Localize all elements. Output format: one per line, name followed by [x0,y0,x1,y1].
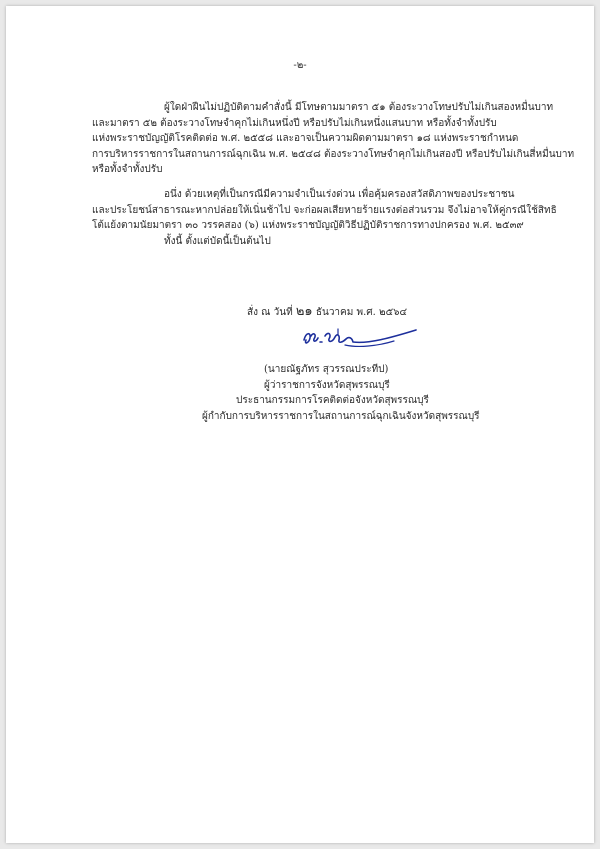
signer-name: (นายณัฐภัทร สุวรรณประทีป) [264,364,389,375]
body-line: อนึ่ง ด้วยเหตุที่เป็นกรณีมีความจำเป็นเร่งด่วน เพื่อคุ้มครองสวัสดิภาพของประชาชน [164,188,515,200]
date-rest: ธันวาคม พ.ศ. ๒๕๖๔ [315,307,408,318]
date-prefix: สั่ง ณ วันที่ [247,307,293,318]
page-number: -๒- [293,60,307,71]
order-date [247,300,407,321]
signer-position: ประธานกรรมการโรคติดต่อจังหวัดสุพรรณบุรี [236,395,429,407]
body-line: แห่งพระราชบัญญัติโรคติดต่อ พ.ศ. ๒๕๕๘ และอาจเป็นความผิดตามมาตรา ๑๘ แห่งพระราชกำหนด [92,133,519,145]
body-line: ผู้ใดฝ่าฝืนไม่ปฏิบัติตามคำสั่งนี้ มีโทษตามมาตรา ๕๑ ต้องระวางโทษปรับไม่เกินสองหมื่นบาท [164,102,554,113]
body-line: หรือทั้งจำทั้งปรับ [92,164,163,176]
body-line: และประโยชน์สาธารณะหากปล่อยให้เนิ่นช้าไป จะก่อผลเสียหายร้ายแรงต่อส่วนรวม จึงไม่อาจให้คู่กรณีใช้สิทธิ [92,204,557,216]
body-line: การบริหารราชการในสถานการณ์ฉุกเฉิน พ.ศ. ๒๕๔๘ ต้องระวางโทษจำคุกไม่เกินสองปี หรือปรับไม่เกินสี่หมื่นบาท [92,148,575,160]
body-line: ทั้งนี้ ตั้งแต่บัดนี้เป็นต้นไป [164,235,271,247]
signer-position: ผู้ว่าราชการจังหวัดสุพรรณบุรี [264,379,390,391]
document-page [6,6,594,843]
document-body [92,100,575,249]
body-line: และมาตรา ๕๒ ต้องระวางโทษจำคุกไม่เกินหนึ่งปี หรือปรับไม่เกินหนึ่งแสนบาท หรือทั้งจำทั้งปรับ [92,117,497,129]
handwritten-signature [298,326,423,352]
signer-block [202,362,502,424]
date-day: ๒๑ [295,304,313,319]
body-line: โต้แย้งตามนัยมาตรา ๓๐ วรรคสอง (๖) แห่งพระราชบัญญัติวิธีปฏิบัติราชการทางปกครอง พ.ศ. ๒๕๓๙ [92,220,524,232]
signer-position: ผู้กำกับการบริหารราชการในสถานการณ์ฉุกเฉินจังหวัดสุพรรณบุรี [202,410,480,422]
